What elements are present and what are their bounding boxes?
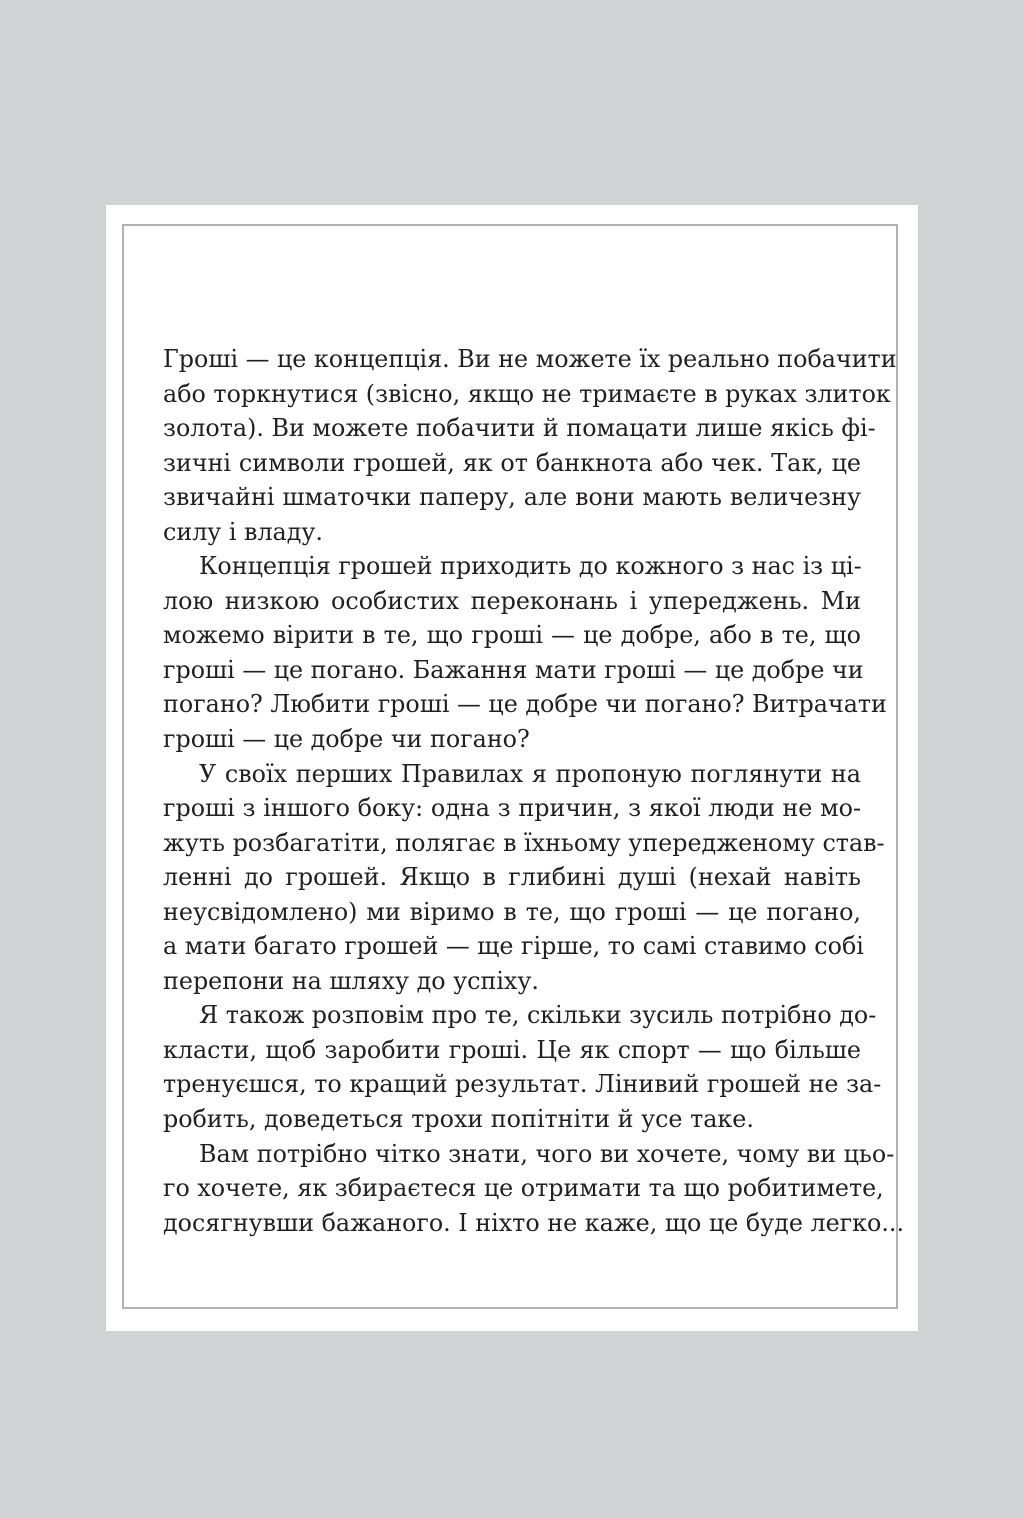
paragraph	[163, 342, 897, 549]
text-line: золота). Ви можете побачити й помацати лише якісь фі-	[163, 414, 876, 443]
book-page	[106, 205, 918, 1331]
text-line: перепони на шляху до успіху.	[163, 966, 539, 995]
text-line: Гроші — це концепція. Ви не можете їх реально побачити	[163, 345, 897, 373]
text-line: го хочете, як збираєтеся це отримати та що робитимете,	[163, 1174, 884, 1203]
text-line: погано? Любити гроші — це добре чи погано? Витрачати	[163, 690, 887, 719]
text-line: гроші з іншого боку: одна з причин, з якої люди не мо-	[163, 794, 861, 823]
body-text	[163, 342, 905, 1240]
text-line: Вам потрібно чітко знати, чого ви хочете, чому ви цьо-	[199, 1139, 895, 1168]
paragraph	[163, 757, 885, 999]
text-line: Я також розповім про те, скільки зусиль потрібно до-	[199, 1001, 877, 1030]
text-line: досягнувши бажаного. І ніхто не каже, що це буде легко...	[163, 1208, 905, 1237]
text-line: У своїх перших Правилах я пропоную поглянути на	[199, 759, 861, 788]
text-line: можемо вірити в те, що гроші — це добре, або в те, що	[163, 621, 861, 650]
text-line: гроші — це погано. Бажання мати гроші — це добре чи	[163, 655, 864, 684]
text-line: класти, щоб заробити гроші. Це як спорт — що більше	[163, 1035, 861, 1064]
text-line: гроші — це добре чи погано?	[163, 725, 530, 754]
text-line: робить, доведеться трохи попітніти й усе таке.	[163, 1105, 754, 1134]
text-line: звичайні шматочки паперу, але вони мають величезну	[163, 483, 861, 512]
paragraph	[163, 1137, 905, 1241]
text-line: ленні до грошей. Якщо в глибині душі (нехай навіть	[163, 863, 861, 892]
text-line: неусвідомлено) ми віримо в те, що гроші — це погано,	[163, 897, 861, 926]
text-line: або торкнутися (звісно, якщо не тримаєте в руках злиток	[163, 379, 891, 408]
text-line: зичні символи грошей, як от банкнота або чек. Так, це	[163, 448, 861, 477]
text-line: жуть розбагатіти, полягає в їхньому упередженому став-	[163, 828, 885, 857]
text-line: а мати багато грошей — ще гірше, то самі ставимо собі	[163, 932, 864, 961]
text-line: силу і владу.	[163, 517, 323, 546]
paragraph	[163, 998, 882, 1136]
text-line: лою низкою особистих переконань і упереджень. Ми	[163, 586, 861, 615]
paragraph	[163, 549, 887, 756]
text-line: Концепція грошей приходить до кожного з нас із ці-	[199, 552, 862, 581]
text-line: тренуєшся, то кращий результат. Лінивий грошей не за-	[163, 1070, 882, 1099]
